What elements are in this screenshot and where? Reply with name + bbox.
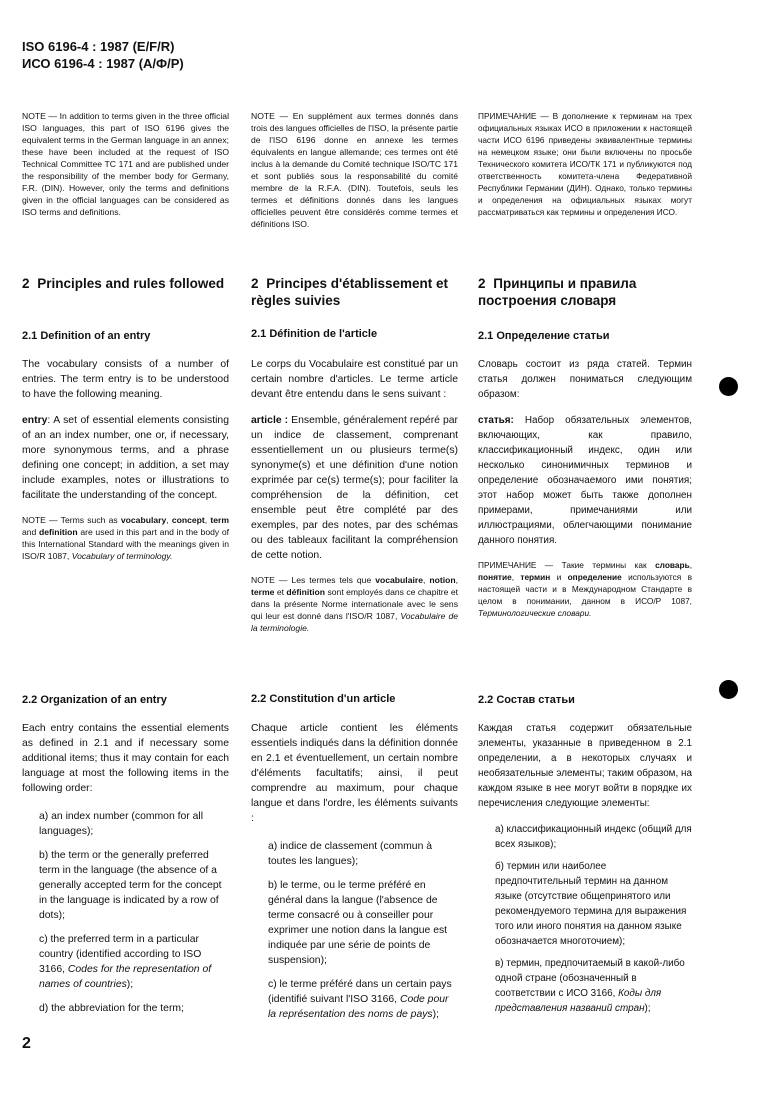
para: Каждая статья содержит обязательные элементы, указанные в приведенном в 2.1 определении, а в некоторых случаях и необязательные элементы; таким образом, на каждом языке в нее могут войти в порядке их перечисления следующие элементы:	[478, 723, 692, 809]
section-2-2-heading-en: 2.2 Organization of an entry	[22, 694, 167, 706]
list-item: d) the abbreviation for the term;	[39, 1003, 184, 1014]
para: Le corps du Vocabulaire est constitué par un certain nombre d'articles. Le terme article devant être entendu dans le sens suivant :	[251, 359, 458, 400]
section-2-1-en	[22, 357, 229, 562]
section-2-2-ru	[478, 721, 692, 1016]
note: NOTE — Terms such as vocabulary, concept, term and definition are used in this part and in the body of this International Standard with the meanings given in ISO/R 1087, Vocabulary of terminology.	[22, 515, 230, 561]
term: article :	[251, 415, 289, 426]
section-2-1-heading-ru: 2.1 Определение статьи	[478, 330, 610, 342]
definition-entry	[22, 413, 229, 503]
section-2-1-fr	[251, 357, 458, 634]
definition: Набор обязательных элементов, включающих, как правило, классификационный индекс, один или несколько синонимичных терминов и определение обозначаемого ими понятия; этот набор может быть также дополнен примерами, примечаниями или иллюстрациями, облегчающими понимание данного понятия.	[478, 415, 692, 546]
para: Chaque article contient les éléments essentiels indiqués dans la définition donnée en 2.1 et éventuellement, un certain nombre d'éléments facultatifs; ainsi, il peut comprendre au maximum, pour chaque langue et dans l'ordre, les éléments suivants :	[251, 723, 458, 824]
note-top-ru: ПРИМЕЧАНИЕ — В дополнение к терминам на трех официальных языках ИСО в приложении к настоящей части ИСО 6196 приведены эквивалентные термины на немецком языке; они были включены по просьбе Технического комитета ИСО/ТК 171 и публикуются под ответственность комитета-члена Федеративной Республики Германии (ДИН). Однако, только термины и определения на официальных языках могут рассматриваться как термины и определения ИСО.	[478, 111, 692, 217]
section-2-1-heading-fr: 2.1 Définition de l'article	[251, 328, 378, 340]
note-top-fr: NOTE — En supplément aux termes donnés dans trois des langues officielles de l'ISO, la présente partie de l'ISO 6196 donne en annexe les termes équivalents en langue allemande; ces termes ont été inclus à la demande du Comité technique ISO/TC 171 et sont publiés sous la responsabilité du comité membre de la R.F.A. (DIN). Toutefois, seuls les termes et définitions donnés dans les langues officielles peuvent être considérés comme termes et définitions ISO.	[251, 111, 458, 229]
page-number: 2	[22, 1035, 31, 1052]
section-2-1-ru	[478, 357, 692, 619]
list-item: b) the term or the generally preferred term in the language (the absence of a generally accepted term for the concept in the language is indicated by a row of dots);	[39, 850, 222, 921]
definition: Ensemble, généralement repéré par un indice de classement, comprenant essentiellement un ou plusieurs terme(s) synonyme(s) et une définition d'une notion exprimée par ce(s) terme(s); pour faciliter la compréhension de la définition, cet ensemble peut être complété par des exemples, par des notes, par des schémas ou des tableaux facilitant la compréhension de cette notion.	[251, 415, 458, 561]
note: ПРИМЕЧАНИЕ — Такие термины как словарь, понятие, термин и определение используются в настоящей части и в Международном Стандарте в целом в понимании, данном в ИСО/Р 1087, Терминологические словари.	[478, 560, 692, 618]
term: статья:	[478, 415, 514, 426]
definition: : A set of essential elements consisting of an an index number, one or, if necessary, more synonymous terms, and a phrase defining one concept; in addition, a set may include examples, notes or illustrations to facilitate the understanding of the concept.	[22, 415, 229, 501]
para: Словарь состоит из ряда статей. Термин статья должен пониматься следующим образом:	[478, 359, 692, 400]
definition-entry	[251, 413, 458, 563]
para: Each entry contains the essential elements as defined in 2.1 and if necessary some additional items; thus it may contain for each language at most the following items in the following order:	[22, 723, 229, 794]
section-2-1-heading-en: 2.1 Definition of an entry	[22, 330, 151, 342]
list-item: в) термин, предпочитаемый в какой-либо одной стране (обозначенный в соответствии с ИСО 3166, Коды для представления названий стран);	[495, 958, 685, 1014]
punch-hole-mark	[719, 377, 738, 396]
section-2-2-fr	[251, 721, 458, 1022]
list-item: c) the preferred term in a particular country (identified according to ISO 3166, Codes for the representation of names of countries);	[39, 934, 212, 990]
list-item: b) le terme, ou le terme préféré en général dans la langue (l'absence de terme consacré ou à conseiller pour exprimer une notion dans la langue est indiquée par une série de points de suspension);	[268, 880, 448, 966]
section-2-2-heading-ru: 2.2 Состав статьи	[478, 694, 575, 706]
list-item: a) indice de classement (commun à toutes les langues);	[268, 841, 433, 867]
para: The vocabulary consists of a number of entries. The term entry is to be understood to have the following meaning.	[22, 359, 229, 400]
section-2-heading-ru: 2 Принципы и правила построения словаря	[478, 276, 637, 308]
definition-entry	[478, 413, 692, 548]
section-2-2-en	[22, 721, 229, 1016]
list-item: а) классификационный индекс (общий для всех языков);	[495, 824, 692, 850]
header-standard-number: ISO 6196-4 : 1987 (E/F/R)	[22, 39, 175, 54]
list-item: б) термин или наиболее предпочтительный термин на данном языке (отсутствие общепринятого или рекомендуемого термина для выражения того или иного понятия на данном языке обозначается многоточием);	[495, 861, 687, 947]
note: NOTE — Les termes tels que vocabulaire, notion, terme et définition sont employés dans ce chapitre et dans la présente Norme internationale avec le sens qui leur est donné dans l'ISO/R 1087, Vocabulaire de la terminologie.	[251, 575, 458, 633]
term: entry	[22, 415, 48, 426]
note-top-en: NOTE — In addition to terms given in the three official ISO languages, this part of ISO 6196 gives the equivalent terms in the German language in an annex; these have been included at the request of ISO Technical Committee TC 171 and are published under the responsibility of the member body for Germany, F.R. (DIN). However, only the terms and definitions given in the official languages can be considered as ISO terms and definitions.	[22, 111, 229, 217]
list-item: c) le terme préféré dans un certain pays (identifié suivant l'ISO 3166, Code pour la représentation des noms de pays);	[268, 979, 452, 1020]
punch-hole-mark	[719, 680, 738, 699]
list-item: a) an index number (common for all languages);	[39, 811, 204, 837]
header-standard-number-ru: ИСО 6196-4 : 1987 (А/Ф/Р)	[22, 56, 184, 71]
section-2-heading-fr: 2 Principes d'établissement et règles suivies	[251, 276, 449, 308]
section-2-2-heading-fr: 2.2 Constitution d'un article	[251, 693, 396, 705]
section-2-heading-en: 2 Principles and rules followed	[22, 276, 225, 291]
document-header	[22, 38, 184, 72]
